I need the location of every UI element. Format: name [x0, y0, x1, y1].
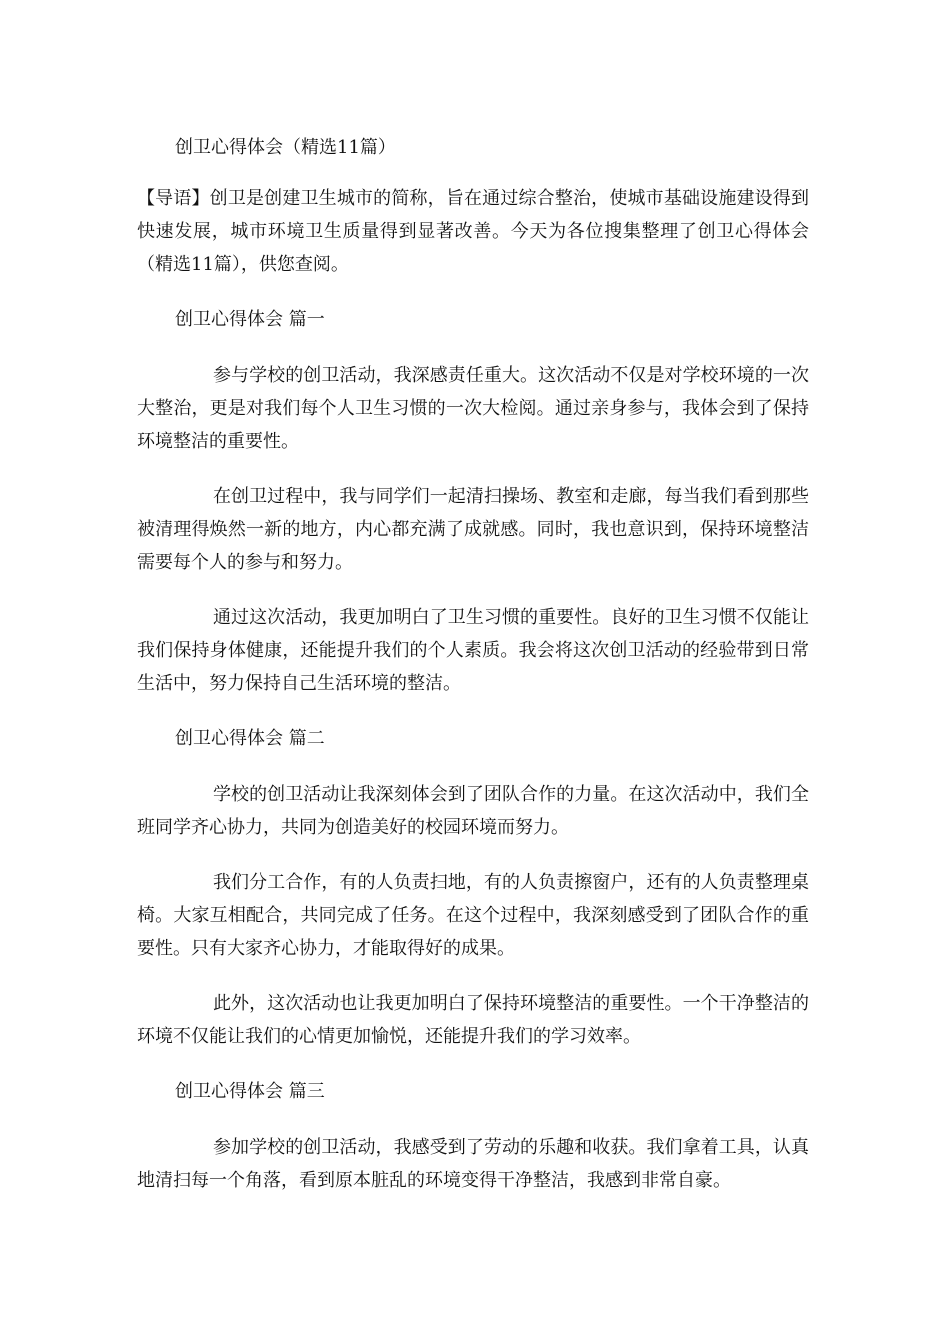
section-paragraph: 我们分工合作，有的人负责扫地，有的人负责擦窗户，还有的人负责整理桌椅。大家互相配合，共同完成了任务。在这个过程中，我深刻感受到了团队合作的重要性。只有大家齐心协力，才能取得好的成果。 [137, 872, 809, 959]
section-paragraph: 学校的创卫活动让我深刻体会到了团队合作的力量。在这次活动中，我们全班同学齐心协力，共同为创造美好的校园环境而努力。 [137, 784, 809, 838]
section-paragraph: 在创卫过程中，我与同学们一起清扫操场、教室和走廊，每当我们看到那些被清理得焕然一新的地方，内心都充满了成就感。同时，我也意识到，保持环境整洁需要每个人的参与和努力。 [137, 486, 809, 573]
section-paragraph: 参与学校的创卫活动，我深感责任重大。这次活动不仅是对学校环境的一次大整治，更是对我们每个人卫生习惯的一次大检阅。通过亲身参与，我体会到了保持环境整洁的重要性。 [137, 365, 809, 452]
section-3 [137, 1075, 809, 1197]
intro-paragraph: 【导语】创卫是创建卫生城市的简称，旨在通过综合整治，使城市基础设施建设得到快速发展，城市环境卫生质量得到显著改善。今天为各位搜集整理了创卫心得体会（精选11篇），供您查阅。 [137, 188, 809, 275]
section-paragraph: 参加学校的创卫活动，我感受到了劳动的乐趣和收获。我们拿着工具，认真地清扫每一个角落，看到原本脏乱的环境变得干净整洁，我感到非常自豪。 [137, 1137, 809, 1191]
section-heading: 创卫心得体会 篇一 [175, 309, 325, 330]
document-body [137, 128, 809, 1219]
section-1 [137, 303, 809, 700]
section-paragraph: 通过这次活动，我更加明白了卫生习惯的重要性。良好的卫生习惯不仅能让我们保持身体健康，还能提升我们的个人素质。我会将这次创卫活动的经验带到日常生活中，努力保持自己生活环境的整洁。 [137, 607, 809, 694]
document-title: 创卫心得体会（精选11篇） [175, 137, 396, 158]
section-heading: 创卫心得体会 篇二 [175, 728, 325, 749]
section-2 [137, 722, 809, 1053]
section-heading: 创卫心得体会 篇三 [175, 1081, 325, 1102]
section-paragraph: 此外，这次活动也让我更加明白了保持环境整洁的重要性。一个干净整洁的环境不仅能让我们的心情更加愉悦，还能提升我们的学习效率。 [137, 993, 809, 1047]
